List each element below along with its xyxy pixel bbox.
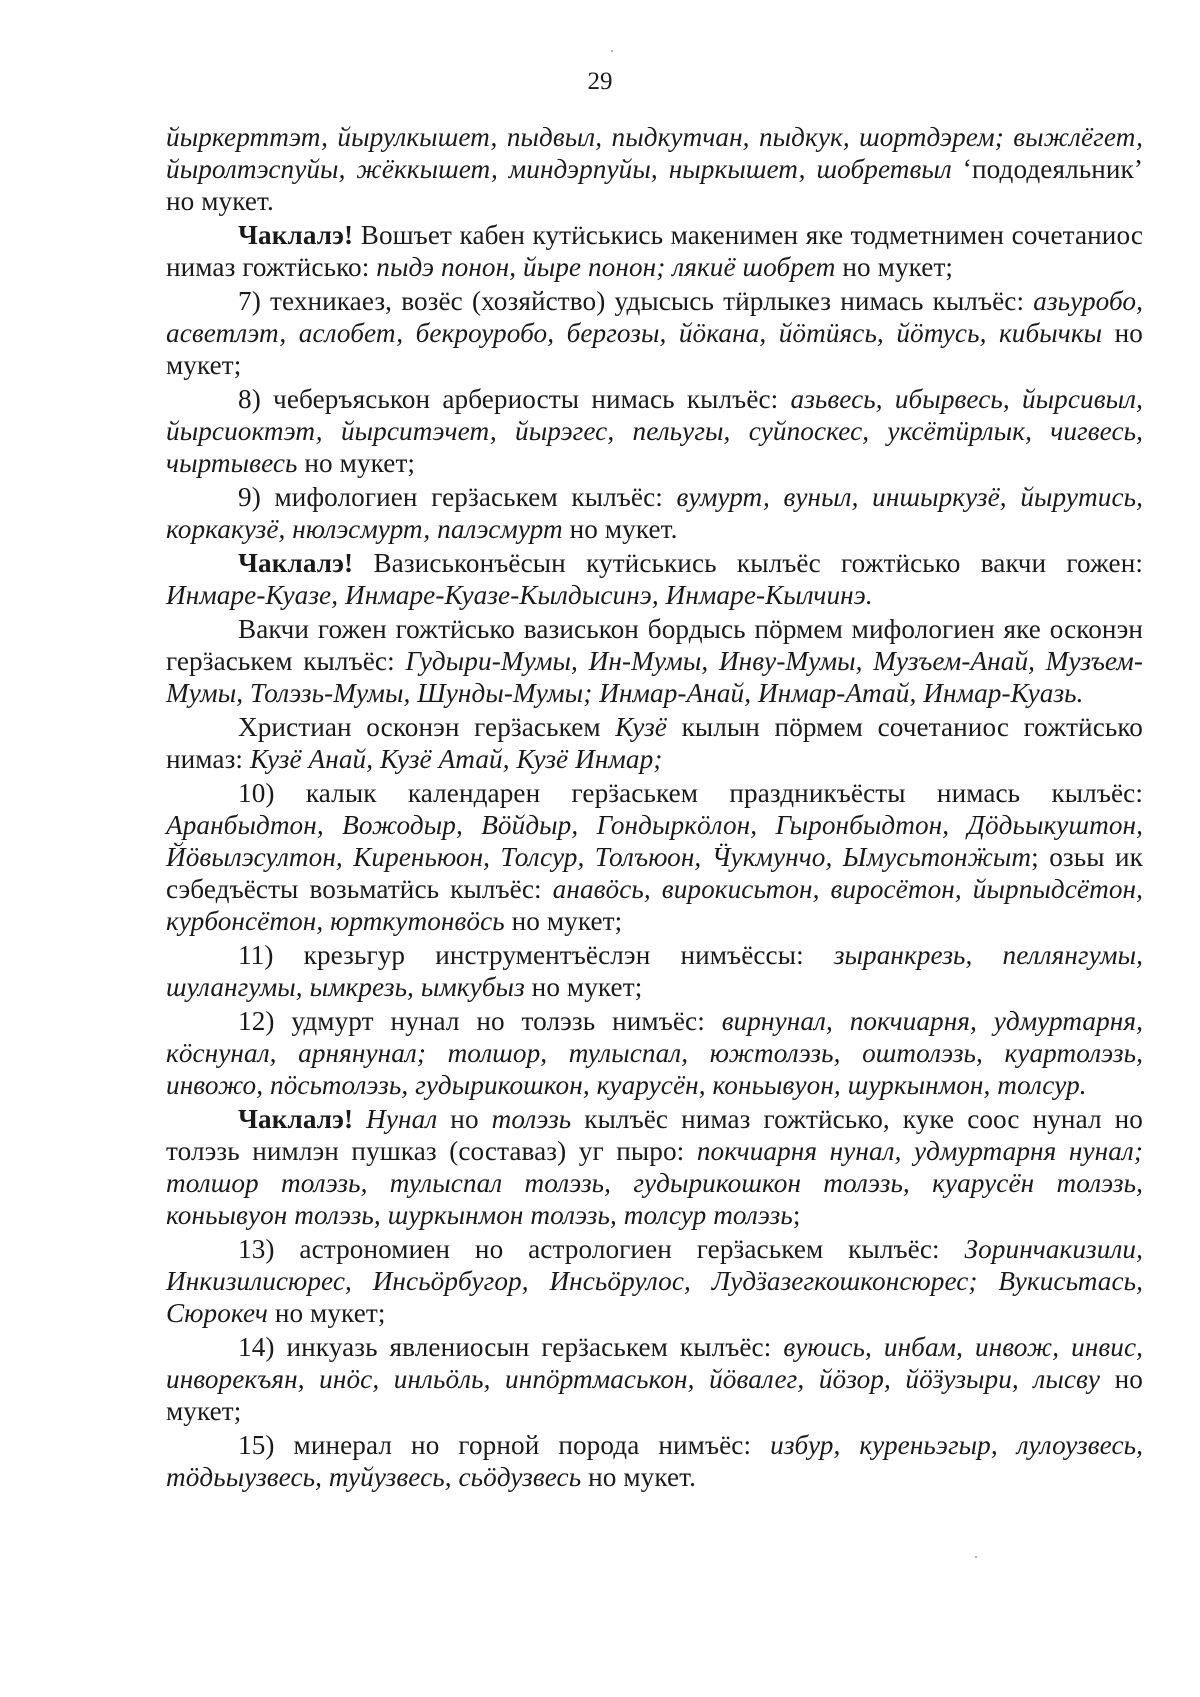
- text-run: ‘пододеяльник’ но мукет.: [166, 154, 1143, 216]
- paragraph: [166, 1429, 1143, 1493]
- text-run: ;: [792, 1200, 801, 1230]
- italic-term-run: Инмаре-Куазе, Инмаре-Куазе-Кылдысинэ, Инмаре-Кылчинэ.: [166, 580, 873, 610]
- italic-term-run: Зоринчакизили, Инкизилисюрес, Инсьӧрбугор, Инсьӧрулос, Лудӟазегкошконсюрес; Вукисьтась, Сюрокеч: [166, 1234, 1143, 1328]
- text-run: но: [437, 1104, 492, 1134]
- text-run: но мукет;: [524, 972, 643, 1002]
- bold-note-label: Чаклалэ!: [238, 548, 354, 578]
- italic-term-run: Кузё Анай, Кузё Атай, Кузё Инмар;: [249, 744, 663, 774]
- italic-term-run: вуюись, инбам, инвож, инвис, инворекъян, инӧс, инльӧль, инпӧртмаськон, йӧвалег, йӧзор, йӧӟузыри, лысву: [166, 1332, 1144, 1394]
- text-run: 12) удмурт нунал но толэзь нимъёс:: [238, 1006, 722, 1036]
- text-run: Вакчи гожен гожтӥсько вазиськон бордысь пӧрмем мифологиен яке осконэн герӟаськем кылъёс:: [166, 614, 1143, 676]
- italic-term-run: Аранбыдтон, Вожодыр, Вӧйдыр, Гондыркӧлон, Гыронбыдтон, Дӧдьыкуштон, Йӧвылэсултон, Киреньюон, Толсур, Толъюон, Ӵукмунчо, Ымусьтонӝыт: [166, 810, 1143, 872]
- text-run: но мукет;: [504, 906, 623, 936]
- text-run: но мукет;: [166, 318, 1143, 380]
- scan-artifact-dot: [611, 50, 613, 52]
- bold-note-label: Чаклалэ!: [238, 1104, 354, 1134]
- paragraph: [166, 1331, 1143, 1427]
- italic-term-run: покчиарня нунал, удмуртарня нунал; толшор толэзь, тулыспал толэзь, гудырикошкон толэзь, куарусён толэзь, коньывуон толэзь, шуркынмон толэзь, толсур толэзь: [166, 1136, 1143, 1230]
- text-run: 13) астрономиен но астрологиен герӟаськем кылъёс:: [238, 1234, 965, 1264]
- scan-artifact-dot: [975, 1556, 977, 1558]
- text-run: Христиан осконэн герӟаськем: [238, 712, 616, 742]
- italic-term-run: йыркерттэт, йырулкышет, пыдвыл, пыдкутчан, пыдкук, шортдэрем; выжлёгет, йыролтэспуйы, жёккышет, миндэрпуйы, ныркышет, шобретвыл: [166, 122, 1143, 184]
- italic-term-run: вумурт, вуныл, иншыркузё, йырутись, коркакузё, нюлэсмурт, палэсмурт: [166, 482, 1143, 544]
- paragraph: [166, 1005, 1143, 1101]
- text-run: 10) калык календарен герӟаськем праздникъёсты нимась кылъёс:: [238, 778, 1143, 808]
- text-run: кылын пӧрмем сочетаниос гожтӥсько нимаз:: [166, 712, 1143, 774]
- paragraph: [166, 285, 1143, 381]
- italic-term-run: пыдэ понон, йыре понон; лякиё шобрет: [376, 252, 836, 282]
- italic-term-run: азьуробо, асветлэт, аслобет, бекроуробо, бергозы, йӧкана, йӧтӥясь, йӧтусь, кибычкы: [166, 286, 1143, 348]
- text-run: [353, 1104, 366, 1134]
- paragraph: [166, 613, 1143, 709]
- text-run: но мукет;: [835, 252, 954, 282]
- italic-term-run: азьвесь, ибырвесь, йырсивыл, йырсиоктэт, йырситэчет, йырэгес, пельугы, суйпоскес, уксётӥрлык, чигвесь, чыртывесь: [166, 384, 1143, 478]
- paragraph: [166, 1103, 1143, 1231]
- italic-term-run: Нунал: [366, 1104, 438, 1134]
- paragraph: [166, 219, 1143, 283]
- paragraph: [166, 383, 1143, 479]
- text-run: но мукет.: [581, 1462, 696, 1492]
- text-run: но мукет;: [267, 1298, 386, 1328]
- text-run: 9) мифологиен герӟаськем кылъёс:: [238, 482, 677, 512]
- text-run: кылъёс нимаз гожтӥсько, куке соос нунал но толэзь нимлэн пушказ (составаз) уг пыро:: [166, 1104, 1143, 1166]
- italic-term-run: анавӧсь, вирокисьтон, виросётон, йырпыдсётон, курбонсётон, юрткутонвӧсь: [166, 874, 1143, 936]
- italic-term-run: Кузё: [615, 712, 667, 742]
- italic-term-run: зыранкрезь, пеллянгумы, шулангумы, ымкрезь, ымкубыз: [166, 940, 1143, 1002]
- text-run: но мукет.: [562, 514, 678, 544]
- page-number: 29: [587, 68, 613, 95]
- italic-term-run: Гудыри-Мумы, Ин-Мумы, Инву-Мумы, Музъем-Анай, Музъем-Мумы, Толэзь-Мумы, Шунды-Мумы; Инмар-Анай, Инмар-Атай, Инмар-Куазь.: [166, 646, 1144, 708]
- bold-note-label: Чаклалэ!: [238, 220, 354, 250]
- text-run: 11) крезьгур инструментъёслэн нимъёссы:: [238, 940, 834, 970]
- paragraph: [166, 711, 1143, 775]
- text-run: Вошъет кабен кутӥськись макенимен яке тодметнимен сочетаниос нимаз гожтӥсько:: [166, 220, 1143, 282]
- paragraph: [166, 121, 1143, 217]
- italic-term-run: толэзь: [491, 1104, 572, 1134]
- paragraph: [166, 777, 1143, 937]
- paragraph: [166, 939, 1143, 1003]
- text-run: 14) инкуазь явлениосын герӟаськем кылъёс:: [238, 1332, 784, 1362]
- text-body: [166, 121, 1143, 1495]
- text-run: но мукет;: [297, 448, 416, 478]
- text-run: 8) чеберъяськон арбериосты нимась кылъёс:: [238, 384, 791, 414]
- paragraph: [166, 481, 1143, 545]
- text-run: 7) техникаез, возёс (хозяйство) удысысь тӥрлыкез нимась кылъёс:: [238, 286, 1034, 316]
- paragraph: [166, 547, 1143, 611]
- italic-term-run: вирнунал, покчиарня, удмуртарня, кӧснунал, арнянунал; толшор, тулыспал, южтолэзь, оштолэзь, куартолэзь, инвожо, пӧсьтолэзь, гудырикошкон, куарусён, коньывуон, шуркынмон, толсур.: [166, 1006, 1143, 1100]
- text-run: но мукет;: [166, 1364, 1143, 1426]
- italic-term-run: избур, куреньэгыр, лулоузвесь, тӧдьыузвесь, туйузвесь, сьӧдузвесь: [166, 1430, 1143, 1492]
- text-run: ; озьы ик сэбедъёсты возьматӥсь кылъёс:: [166, 842, 1143, 904]
- text-run: 15) минерал но горной порода нимъёс:: [238, 1430, 771, 1460]
- text-run: Вазиськонъёсын кутӥськись кылъёс гожтӥсько вакчи гожен:: [353, 548, 1143, 578]
- paragraph: [166, 1233, 1143, 1329]
